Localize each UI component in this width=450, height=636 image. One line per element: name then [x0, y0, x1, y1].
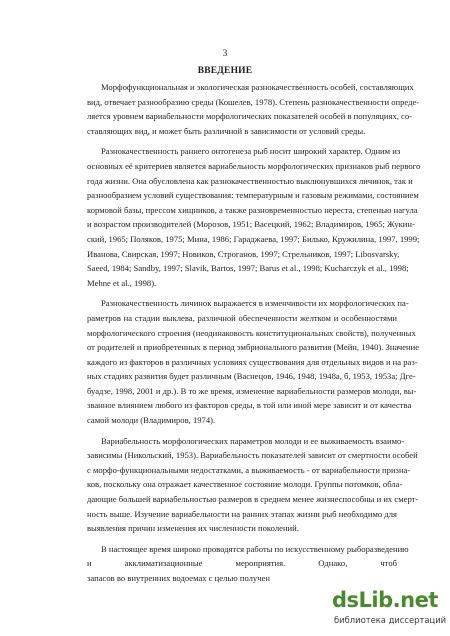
- text-line: запасов во внутренних водоемах с целью получен: [87, 573, 270, 583]
- text-line: Mehne et al., 1998).: [87, 277, 157, 288]
- text-line: разнообразием условий существования: температурным и газовым режимами, состоянием: [87, 190, 419, 201]
- text-line: морфологического строения (неодинаковость конституциональных свойств), полученных: [87, 327, 416, 338]
- text-line: ставляющих вид, и может быть различной в зависимости от условий среды.: [87, 125, 366, 136]
- text-line: Иванова, Свирская, 1997; Новиков, Строганов, 1997; Стрельников, 1997; Libosvarsky,: [87, 248, 400, 259]
- text-line: В настоящее время широко проводятся работы по искусственному рыборазведению: [101, 543, 409, 554]
- section-heading: ВВЕДЕНИЕ: [197, 66, 253, 76]
- paragraph: [87, 80, 420, 138]
- paragraph: [87, 434, 419, 536]
- text-line: ляется уровнем вариабельности морфологических показателей особей в популяциях, со-: [87, 111, 413, 122]
- text-line: раметров на стадии выклева, различной обеспеченности желтком и особенностями: [87, 312, 397, 323]
- text-line: и возрастом производителей (Морозов, 1951; Васецкий, 1962; Владимиров, 1965; Жукин-: [87, 219, 415, 230]
- text-line: каждого из факторов в различных условиях существования для отдельных видов и на раз-: [87, 356, 418, 367]
- watermark-subtitle: библиотека диссертаций: [334, 615, 447, 625]
- text-line: вид, отвечает разнообразию среды (Кошелев, 1978). Степень разнокачественности опреде-: [87, 96, 420, 107]
- text-line: буадзе, 1998, 2001 и др.). В то же время, изменение вариабельности размеров молоди, вы-: [87, 385, 417, 396]
- document-body: [87, 80, 421, 586]
- paragraph: [87, 542, 409, 586]
- text-line: ский, 1965; Поляков, 1975; Мина, 1986; Гараджаева, 1997; Билько, Кружилина, 1997, 1999;: [87, 233, 420, 244]
- text-line: и акклиматизационные мероприятия. Однако, чтоб: [87, 558, 397, 569]
- text-line: званное влиянием любого из факторов среды, в той или иной мере зависит и от качества: [87, 400, 412, 411]
- text-line: самой молоди (Владимиров, 1974).: [87, 415, 216, 426]
- dslib-watermark: [330, 588, 448, 632]
- text-line: кормовой базы, прессом хищников, а также разновременностью нереста, степенью нагула: [87, 204, 418, 215]
- text-line: Saeed, 1984; Sandby, 1997; Slavik, Bartos, 1997; Barus et al., 1998; Kucharczyk et al., 1998;: [87, 263, 409, 274]
- text-line: зависимы (Никольский, 1953). Вариабельность показателей зависит от смертности особей: [87, 450, 418, 461]
- text-line: основных её критериев является вариабельность морфологических признаков рыб первого: [87, 160, 421, 171]
- text-line: от родителей и приобретенных в период эмбрионального развития (Мейн, 1940). Значение: [87, 342, 420, 353]
- paragraph: [87, 144, 421, 290]
- page-number: 3: [222, 49, 228, 59]
- text-line: Вариабельность морфологических параметров молоди и ее выживаемость взаимо-: [101, 435, 405, 446]
- text-line: ных стадиях развития будет различным (Васнецов, 1946, 1948, 1948а, б, 1953, 1953а; Дге-: [87, 371, 416, 382]
- text-line: Разнокачественность раннего онтогенеза рыб носит широкий характер. Одним из: [101, 146, 401, 157]
- text-line: дающие большей вариабельностью размеров в среднем менее жизнеспособны и их смерт-: [87, 494, 419, 505]
- paragraph: [87, 296, 420, 427]
- text-line: Морфофункциональная и экологическая разнокачественность особей, составляющих: [101, 82, 414, 92]
- watermark-logo: dsLib.net: [332, 588, 438, 612]
- text-line: года жизни. Она обусловлена как разнокачественностью выклюнувшихся личинок, так и: [87, 175, 413, 186]
- text-line: выявления причин изменения их численности поколений.: [87, 523, 299, 534]
- text-line: с морфо-функциональными недостатками, а выживаемость - от вариабельности призна-: [87, 464, 411, 475]
- text-line: ность выше. Изучение вариабельности на ранних этапах жизни рыб необходимо для: [87, 508, 397, 519]
- text-line: Разнокачественность личинок выражается в изменчивости их морфологических па-: [101, 298, 409, 309]
- text-line: ков, поскольку она отражает качественное состояние молоди. Группы потомков, обла-: [87, 479, 403, 490]
